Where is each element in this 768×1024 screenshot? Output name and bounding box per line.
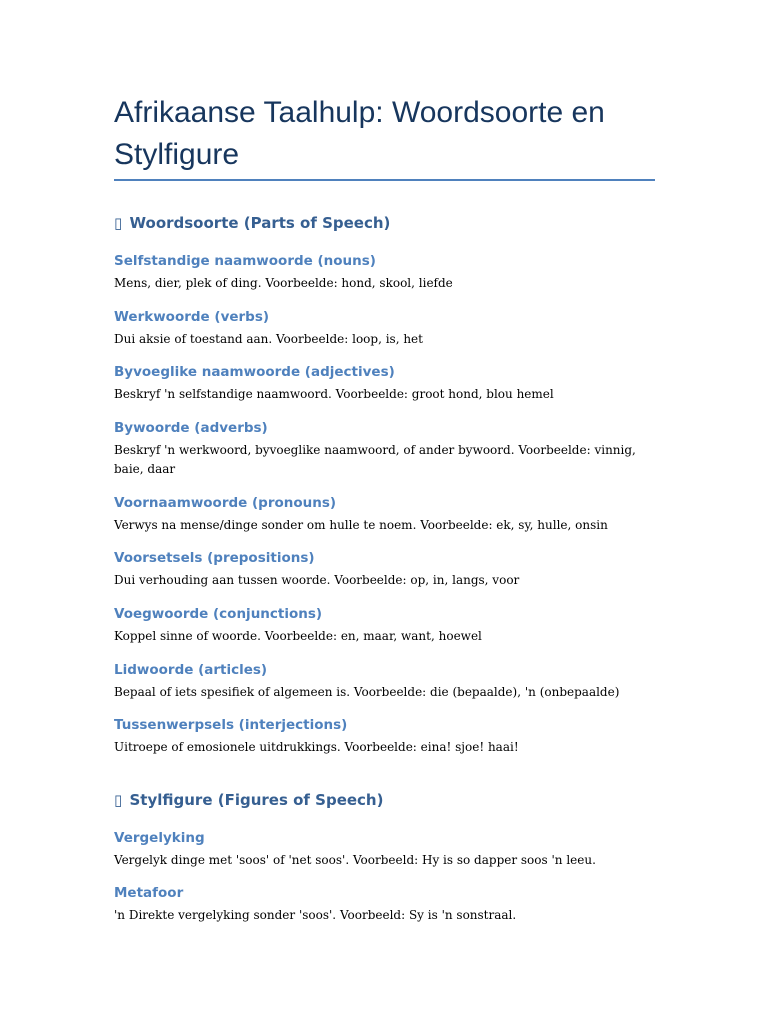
entry-term: Byvoeglike naamwoorde (adjectives) bbox=[114, 364, 395, 380]
entry-term: Lidwoorde (articles) bbox=[114, 662, 268, 678]
section-heading-woordsoorte bbox=[114, 213, 390, 233]
entry-description: 'n Direkte vergelyking sonder 'soos'. Voorbeeld: Sy is 'n sonstraal. bbox=[114, 908, 517, 922]
entry-description: Uitroepe of emosionele uitdrukkings. Voorbeelde: eina! sjoe! haai! bbox=[114, 740, 519, 754]
entry-description: Verwys na mense/dinge sonder om hulle te noem. Voorbeelde: ek, sy, hulle, onsin bbox=[114, 518, 608, 532]
entry-term: Werkwoorde (verbs) bbox=[114, 309, 270, 325]
entry-metafoor bbox=[114, 884, 655, 925]
entry-description: Beskryf 'n selfstandige naamwoord. Voorbeelde: groot hond, blou hemel bbox=[114, 387, 554, 401]
entry-voornaamwoorde bbox=[114, 494, 655, 535]
document-title: Afrikaanse Taalhulp: Woordsoorte en Stylfigure bbox=[114, 96, 605, 171]
entry-description: Dui verhouding aan tussen woorde. Voorbeelde: op, in, langs, voor bbox=[114, 573, 520, 587]
entry-term: Metafoor bbox=[114, 885, 184, 901]
entry-term: Bywoorde (adverbs) bbox=[114, 420, 268, 436]
entry-voegwoorde bbox=[114, 605, 655, 646]
section-heading-text: Stylfigure (Figures of Speech) bbox=[129, 791, 384, 809]
entry-byvoeglike-naamwoorde bbox=[114, 363, 655, 404]
entry-voorsetsels bbox=[114, 549, 655, 590]
entry-term: Voegwoorde (conjunctions) bbox=[114, 606, 323, 622]
entry-description: Bepaal of iets spesifiek of algemeen is. Voorbeelde: die (bepaalde), 'n (onbepaalde) bbox=[114, 685, 620, 699]
entry-description: Mens, dier, plek of ding. Voorbeelde: hond, skool, liefde bbox=[114, 276, 453, 290]
section-heading-stylfigure bbox=[114, 790, 383, 810]
entry-selfstandige-naamwoorde bbox=[114, 252, 655, 293]
entry-tussenwerpsels bbox=[114, 716, 655, 757]
entry-vergelyking bbox=[114, 829, 655, 870]
section-heading-text: Woordsoorte (Parts of Speech) bbox=[129, 214, 391, 232]
entry-term: Voornaamwoorde (pronouns) bbox=[114, 495, 337, 511]
entry-description: Koppel sinne of woorde. Voorbeelde: en, maar, want, hoewel bbox=[114, 629, 482, 643]
missing-glyph-icon: ▯ bbox=[114, 214, 123, 232]
entry-lidwoorde bbox=[114, 661, 655, 702]
entry-term: Tussenwerpsels (interjections) bbox=[114, 717, 348, 733]
entry-description: Beskryf 'n werkwoord, byvoeglike naamwoord, of ander bywoord. Voorbeelde: vinnig, baie, daar bbox=[114, 443, 636, 476]
title-divider bbox=[114, 179, 655, 181]
entry-description: Dui aksie of toestand aan. Voorbeelde: loop, is, het bbox=[114, 332, 423, 346]
entry-bywoorde bbox=[114, 419, 655, 479]
entry-term: Voorsetsels (prepositions) bbox=[114, 550, 315, 566]
entry-werkwoorde bbox=[114, 308, 655, 349]
entry-term: Vergelyking bbox=[114, 830, 205, 846]
entry-description: Vergelyk dinge met 'soos' of 'net soos'. Voorbeeld: Hy is so dapper soos 'n leeu. bbox=[114, 853, 596, 867]
entry-term: Selfstandige naamwoorde (nouns) bbox=[114, 253, 376, 269]
missing-glyph-icon: ▯ bbox=[114, 791, 123, 809]
